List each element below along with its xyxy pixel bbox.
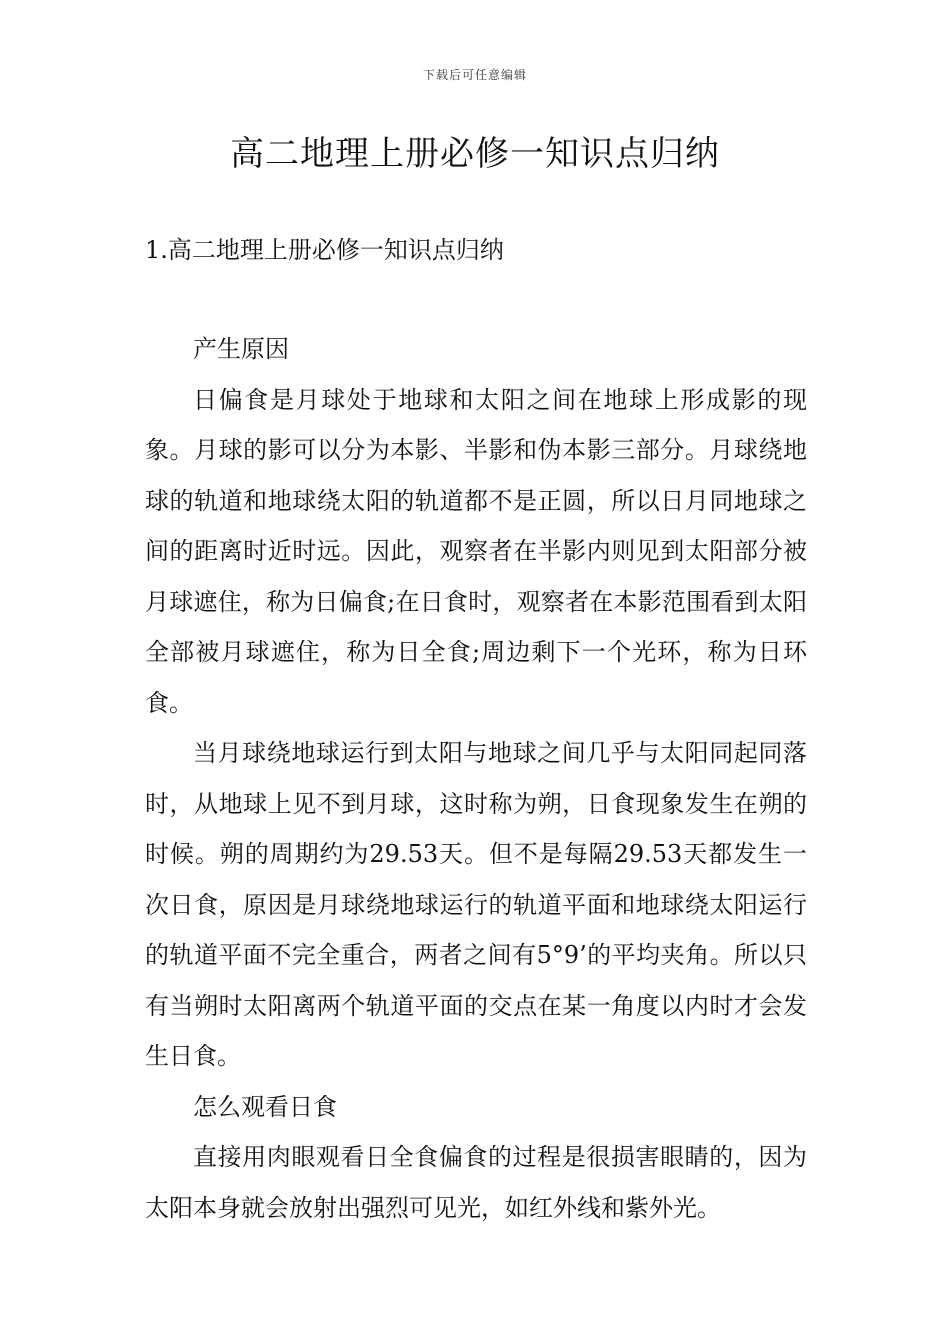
paragraph-partial-eclipse: 日偏食是月球处于地球和太阳之间在地球上形成影的现象。月球的影可以分为本影、半影和伪本影三部分。月球绕地球的轨道和地球绕太阳的轨道都不是正圆，所以日月同地球之间的距离时近时远。因此，观察者在半影内则见到太阳部分被月球遮住，称为日偏食;在日食时，观察者在本影范围看到太阳全部被月球遮住，称为日全食;周边剩下一个光环，称为日环食。 xyxy=(145,385,807,717)
paragraph-eye-safety: 直接用肉眼观看日全食偏食的过程是很损害眼睛的，因为太阳本身就会放射出强烈可见光，如红外线和紫外光。 xyxy=(145,1143,807,1222)
paragraph-new-moon: 当月球绕地球运行到太阳与地球之间几乎与太阳同起同落时，从地球上见不到月球，这时称为朔，日食现象发生在朔的时候。朔的周期约为29.53天。但不是每隔29.53天都发生一次日食，原因是月球绕地球运行的轨道平面和地球绕太阳运行的轨道平面不完全重合，两者之间有5°9’的平均夹角。所以只有当朔时太阳离两个轨道平面的交点在某一角度以内时才会发生日食。 xyxy=(145,739,807,1070)
document-title: 高二地理上册必修一知识点归纳 xyxy=(230,134,720,174)
section-heading: 1.高二地理上册必修一知识点归纳 xyxy=(145,236,504,264)
subheading-cause: 产生原因 xyxy=(193,335,289,363)
subheading-how-to-watch: 怎么观看日食 xyxy=(193,1092,337,1121)
page-header-note: 下载后可任意编辑 xyxy=(422,68,527,82)
body-text xyxy=(145,324,807,1233)
